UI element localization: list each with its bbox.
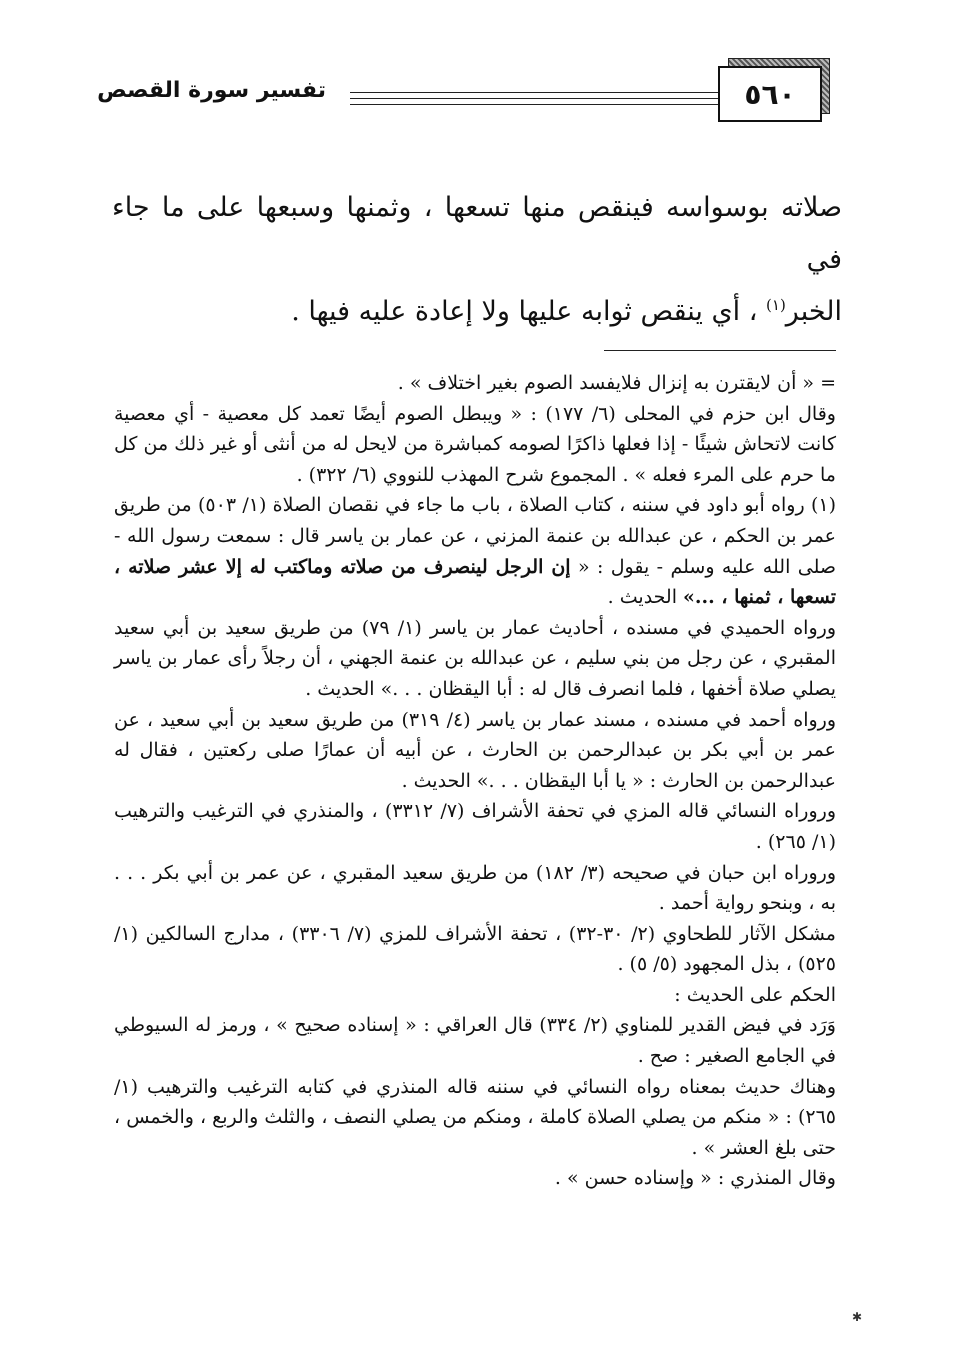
scan-speck-icon: ✱ xyxy=(852,1310,863,1324)
footnote-paragraph: ورواه أحمد في مسنده ، مسند عمار بن ياسر (٤/ ٣١٩) من طريق سعيد بن أبي سعيد ، عن عمر بن أبي بكر بن عبدالرحمن بن الحارث ، عن أبيه أن عمارًا صلى ركعتين ، فقال له عبدالرحمن بن الحارث : « يا أبا اليقظان . . .» الحديث . xyxy=(114,708,836,792)
hadith-quote: إن الرجل لينصرف من صلاته وماكتب له إلا عشر صلاته ، تسعها ، ثمنها ، ...» xyxy=(114,555,836,609)
main-text xyxy=(112,182,842,338)
footnote-paragraph: مشكل الآثار للطحاوي (٢/ ٣٠-٣٢) ، تحفة الأشراف للمزي (٧/ ٣٣٠٦) ، مدارج السالكين (١/ ٥٢٥) ، بذل المجهود (٥/ ٥) . xyxy=(114,922,836,976)
main-text-line xyxy=(112,182,842,286)
main-text-line-2-end: ، أي ينقص ثوابه عليها ولا إعادة عليه فيها . xyxy=(291,296,767,327)
page-number: ٥٦٠ xyxy=(718,66,822,122)
footnote-paragraph: وَرَد في فيض القدير للمناوي (٢/ ٣٣٤) قال العراقي : « إسناده صحيح » ، ورمز له السيوطي في الجامع الصغير : صح . xyxy=(114,1014,836,1068)
footnote-paragraph: = « أن لايقترن به إنزال فلايفسد الصوم بغير اختلاف » . xyxy=(397,372,836,394)
footnote-paragraph: الحكم على الحديث : xyxy=(674,983,836,1006)
footnote-1-end: الحديث . xyxy=(607,586,684,609)
footnote-paragraph: وقال المنذري : « وإسناده حسن » . xyxy=(554,1167,836,1190)
footnote-paragraph: وروراه النسائي قاله المزي في تحفة الأشراف (٧/ ٣٣١٢) ، والمنذري في الترغيب والترهيب (١/ ٢٦٥) . xyxy=(114,800,837,853)
header-rule xyxy=(350,104,718,105)
footnote-paragraph: ورواه الحميدي في مسنده ، أحاديث عمار بن ياسر (١/ ٧٩) من طريق سعيد بن أبي سعيد المقبري ، عن رجل من بني سليم ، عن عبدالله بن عنمة الجهني ، أن رجلاً رأى عمار بن ياسر يصلي صلاة أخفها ، فلما انصرف قال له : أبا اليقظان . . .» الحديث . xyxy=(114,616,836,700)
footnote-paragraph: وروراه ابن حبان في صحيحه (٣/ ١٨٢) من طريق سعيد المقبري ، عن عمر بن أبي بكر . . . به ، وبنحو رواية أحمد . xyxy=(114,861,836,915)
footnote-1 xyxy=(114,490,836,612)
main-text-line-2-start: الخبر xyxy=(785,296,842,327)
header-rule xyxy=(350,98,718,99)
footnote-paragraph: وقال ابن حزم في المحلى (٦/ ١٧٧) : « ويبطل الصوم أيضًا تعمد كل معصية - أي معصية كانت لاتحاش شيئًا - إذا فعلها ذاكرًا لصومه كمباشرة من لايحل له من أنثى أو غير ذلك من كل ما حرم على المرء فعله » . المجموع شرح المهذب للنووي (٦/ ٣٢٢) . xyxy=(114,402,836,486)
header-rule xyxy=(350,92,718,93)
main-text-line-1: صلاته بوسواسه فينقص منها تسعها ، وثمنها وسبعها على ما جاء في xyxy=(112,192,842,275)
footnote-paragraph: وهناك حديث بمعناه رواه النسائي في سننه قاله المنذري في كتابه الترغيب والترهيب (١/ ٢٦٥) : « منكم من يصلي الصلاة كاملة ، ومنكم من يصلي النصف ، والثلث والربع ، والخمس ، حتى بلغ العشر » . xyxy=(114,1075,836,1159)
footnote-separator xyxy=(604,350,836,351)
running-title: تفسير سورة القصص xyxy=(97,78,326,103)
footnote-1-text: (١) رواه أبو داود في سننه ، كتاب الصلاة ، باب ما جاء في نقصان الصلاة (١/ ٥٠٣) من طريق عمر بن الحكم ، عن عبدالله بن عنمة المزني ، عن عمار بن ياسر قال : سمعت رسول الله - صلى الله عليه وسلم - يقول : « xyxy=(114,494,837,578)
footnote-reference: (١) xyxy=(766,296,786,314)
footnotes xyxy=(114,368,836,1194)
main-text-line xyxy=(112,286,842,338)
